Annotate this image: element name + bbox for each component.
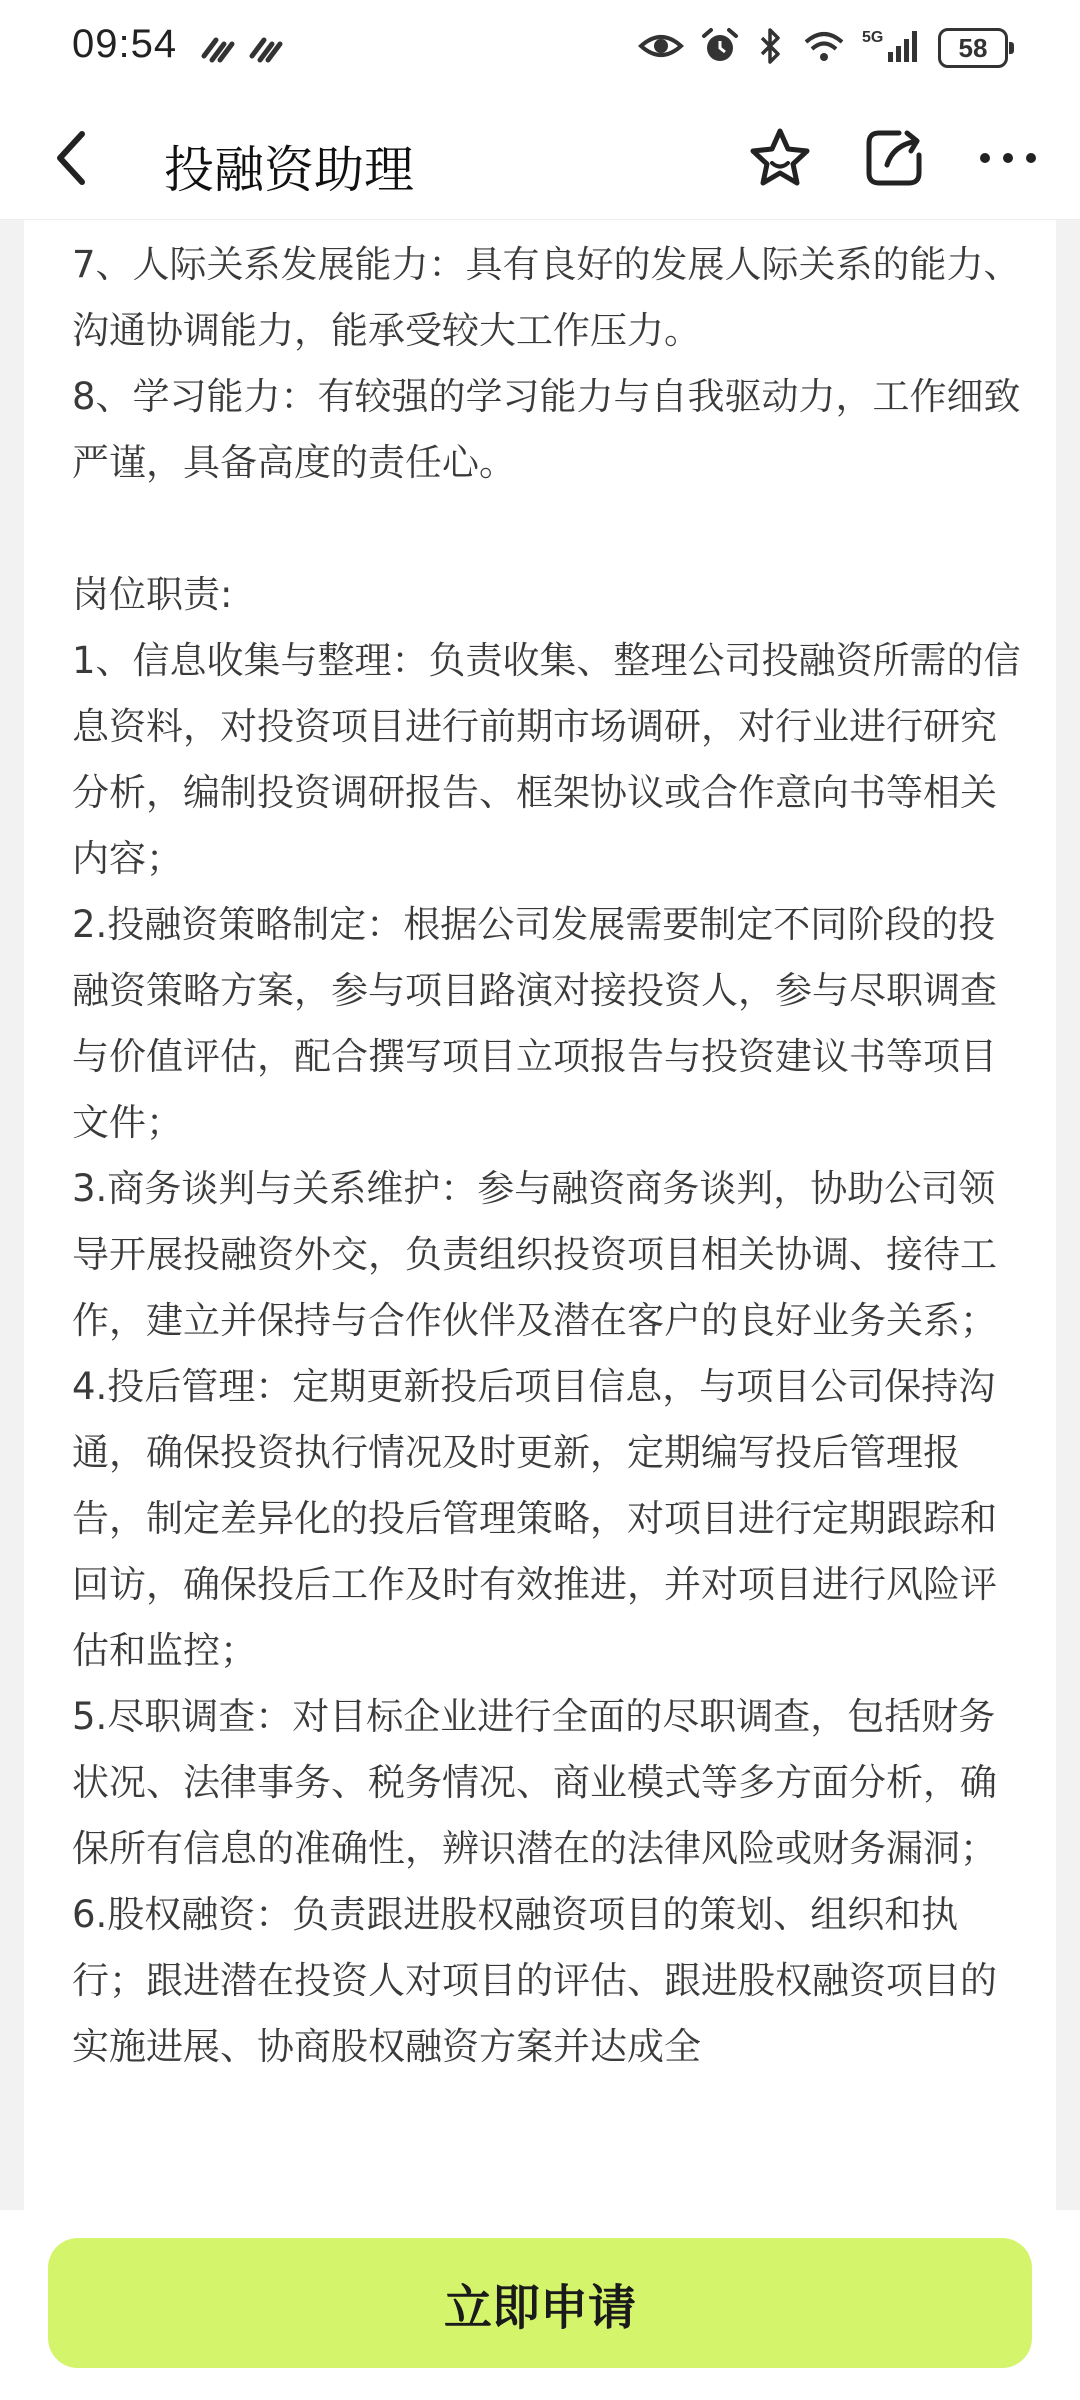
status-system-icons: [638, 26, 1008, 70]
wifi-icon: [802, 26, 846, 70]
back-button[interactable]: [36, 124, 108, 196]
duty-item-3: 3.商务谈判与关系维护：参与融资商务谈判，协助公司领导开展投融资外交，负责组织投资项目相关协调、接待工作，建立并保持与合作伙伴及潜在客户的良好业务关系；: [72, 1167, 997, 1342]
battery-level: 58: [958, 32, 988, 63]
job-detail-card: [24, 220, 1056, 2210]
share-icon: [859, 123, 929, 197]
link-icon: [246, 30, 286, 74]
favorite-button[interactable]: [742, 122, 818, 198]
bottom-action-bar: [0, 2210, 1080, 2400]
duty-item-5: 5.尽职调查：对目标企业进行全面的尽职调查，包括财务状况、法律事务、税务情况、商业模式等多方面分析，确保所有信息的准确性，辨识潜在的法律风险或财务漏洞；: [72, 1695, 997, 1870]
duty-item-2: 2.投融资策略制定：根据公司发展需要制定不同阶段的投融资策略方案，参与项目路演对接投资人，参与尽职调查与价值评估，配合撰写项目立项报告与投资建议书等项目文件；: [72, 903, 997, 1144]
bluetooth-icon: [756, 26, 786, 70]
battery-icon: [938, 28, 1008, 68]
5g-signal-icon: [862, 26, 922, 70]
duty-item-4: 4.投后管理：定期更新投后项目信息，与项目公司保持沟通，确保投资执行情况及时更新，定期编写投后管理报告，制定差异化的投后管理策略，对项目进行定期跟踪和回访，确保投后工作及时有效推进，并对项目进行风险评估和监控；: [72, 1365, 997, 1672]
more-button[interactable]: [970, 122, 1046, 198]
status-time: 09:54: [72, 22, 178, 66]
apply-now-button[interactable]: 立即申请: [48, 2238, 1032, 2368]
paragraph-ability-7: 7、人际关系发展能力：具有良好的发展人际关系的能力、沟通协调能力，能承受较大工作压力。: [72, 243, 1021, 352]
star-icon: [745, 123, 815, 197]
back-arrow-icon: [48, 128, 96, 192]
nav-bar: [0, 100, 1080, 220]
duty-item-1: 1、信息收集与整理：负责收集、整理公司投融资所需的信息资料，对投资项目进行前期市场调研，对行业进行研究分析，编制投资调研报告、框架协议或合作意向书等相关内容；: [72, 639, 1021, 880]
status-bar: [0, 0, 1080, 100]
duty-item-6: 6.股权融资：负责跟进股权融资项目的策划、组织和执行；跟进潜在投资人对项目的评估、跟进股权融资项目的实施进展、协商股权融资方案并达成全: [72, 1893, 997, 2068]
paragraph-spacer: [72, 496, 1032, 562]
job-description: [72, 232, 1032, 2080]
paragraph-ability-8: 8、学习能力：有较强的学习能力与自我驱动力，工作细致严谨，具备高度的责任心。: [72, 375, 1021, 484]
share-button[interactable]: [856, 122, 932, 198]
page-title: 投融资助理: [164, 141, 414, 199]
status-notification-icons: [198, 30, 286, 74]
svg-text:5G: 5G: [862, 29, 884, 46]
more-icon: [973, 123, 1043, 197]
nav-actions: [742, 122, 1046, 198]
eye-icon: [638, 26, 684, 70]
link-icon: [198, 30, 238, 74]
alarm-icon: [700, 26, 740, 70]
section-heading-duties: 岗位职责:: [72, 573, 233, 616]
